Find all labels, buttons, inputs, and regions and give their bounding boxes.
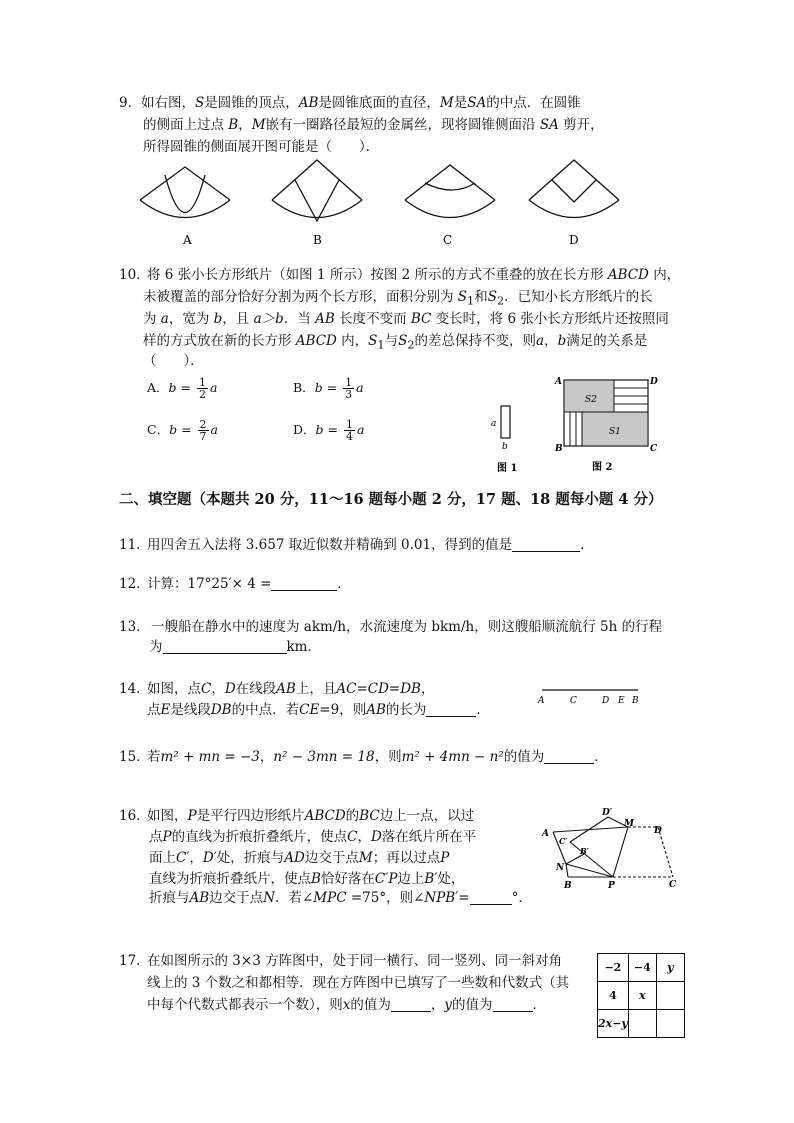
q17-cell: 4 [598, 982, 629, 1010]
q9-fig-a-radii [140, 167, 230, 200]
q10-fig1-rect [501, 406, 510, 438]
q15-number: 15． [119, 749, 150, 765]
q16-label-b: B [564, 881, 572, 891]
q10-fig2-label-d: D [650, 377, 658, 387]
q10-line5: （ ）． [143, 353, 204, 369]
q16-crease-np [566, 864, 613, 877]
q10-figure-2 [552, 372, 662, 478]
q10-line3: 为 a，宽为 b，且 a＞b．当 AB 长度不变而 BC 变长时，将 6 张小长方形纸片还按照同 [143, 311, 669, 327]
q16-line2: 点P的直线为折痕折叠纸片，使点C，D落在纸片所在平 [149, 829, 477, 845]
q17-line2: 线上的 3 个数之和都相等．现在方阵图中已填写了一些数和代数式（其 [147, 975, 570, 991]
q9-option-a-label: A [183, 233, 192, 247]
q10-fig1-label-b: b [502, 442, 508, 452]
q17-cell [628, 1010, 656, 1038]
q12-answer-blank[interactable] [271, 576, 337, 591]
q14-line2: 点E是线段DB的中点．若CE=9，则AB的长为 ． [147, 702, 490, 718]
q16-edge-am [553, 827, 628, 832]
q11-text: 用四舍五入法将 3.657 取近似数并精确到 0.01，得到的值是 ． [147, 537, 594, 553]
q16-label-b1: B′ [580, 846, 589, 856]
q14-label-a: A [538, 696, 545, 706]
q15-answer-blank[interactable] [544, 749, 594, 764]
q16-edge-nb [566, 864, 568, 877]
q9-line2: 的侧面上过点 B，M嵌有一圈路径最短的金属丝，现将圆锥侧面沿 SA 剪开， [143, 117, 604, 133]
q13-line2: 为 km． [149, 639, 321, 655]
q10-option-d: D．b = $\frac{1}{4}$ a [293, 418, 365, 443]
q10-figure-1 [488, 398, 528, 478]
q16-label-d1: D′ [602, 808, 613, 818]
q9-fig-c-arc [405, 200, 495, 218]
q17-x-answer-blank[interactable] [391, 997, 431, 1012]
q17-y-answer-blank[interactable] [493, 997, 533, 1012]
q9-sector-figures [135, 155, 650, 250]
q9-line3: 所得圆锥的侧面展开图可能是（ ）． [143, 139, 380, 155]
q14-segment-figure [534, 684, 644, 708]
q17-number: 17． [119, 953, 150, 969]
q10-fig2-caption: 图 2 [592, 462, 613, 473]
q11-number: 11． [119, 537, 150, 553]
q9-fig-a-arc [140, 200, 230, 218]
q17-magic-square [597, 953, 685, 1038]
q17-cell: −4 [628, 954, 656, 982]
q16-label-p: P [608, 881, 615, 891]
q13-answer-blank[interactable] [163, 639, 287, 654]
q14-line1: 如图，点C，D在线段AB上，且AC=CD=DB， [147, 681, 435, 697]
q9-fig-b-arc [272, 200, 362, 218]
q14-label-d: D [602, 696, 610, 706]
q16-label-d: D [654, 826, 662, 836]
q17-line1: 在如图所示的 3×3 方阵图中，处于同一横行、同一竖列、同一斜对角 [147, 953, 563, 969]
q10-option-a: A．b = $\frac{1}{2}$ a [147, 376, 218, 401]
section-2-heading: 二、填空题（本题共 20 分，11～16 题每小题 2 分，17 题、18 题每小题 4 分） [119, 491, 663, 508]
q10-option-b: B．b = $\frac{1}{3}$ a [293, 376, 364, 401]
q10-line2: 未被覆盖的部分恰好分割为两个长方形，面积分别为 $S_1$和$S_2$．已知小长方形纸片的长 [143, 289, 653, 308]
q14-answer-blank[interactable] [426, 702, 476, 717]
q17-cell [656, 982, 684, 1010]
q10-fig2-label-c: C [650, 444, 658, 454]
q16-number: 16． [119, 808, 150, 824]
q9-fig-d-crease [552, 180, 596, 202]
q13-line1: 一艘船在静水中的速度为 akm/h，水流速度为 bkm/h，则这艘船顺流航行 5h 的行程 [151, 619, 663, 635]
q9-fig-c-curve [425, 183, 475, 190]
q16-crease-pm [613, 827, 628, 877]
q9-line1: 如右图，S是圆锥的顶点，AB是圆锥底面的直径，M是SA的中点．在圆锥 [141, 95, 581, 111]
q14-label-b: B [632, 696, 639, 706]
q9-option-d-label: D [569, 233, 579, 247]
q10-fig2-label-s1: S1 [609, 427, 621, 437]
q10-line1: 将 6 张小长方形纸片（如图 1 所示）按图 2 所示的方式不重叠的放在长方形 ABCD 内， [147, 267, 681, 283]
q10-fig2-label-s2: S2 [585, 395, 597, 405]
q16-line5: 折痕与AB边交于点N．若∠MPC =75°，则∠NPB′= °． [149, 890, 532, 906]
q17-cell: y [656, 954, 684, 982]
q17-cell: −2 [598, 954, 629, 982]
q14-label-c: C [570, 696, 577, 706]
q16-label-a: A [542, 829, 549, 839]
q14-number: 14． [119, 681, 150, 697]
q14-label-e: E [618, 696, 625, 706]
q16-edge-c1d1 [570, 817, 608, 842]
q10-number: 10． [119, 267, 150, 283]
q10-fig1-caption: 图 1 [497, 463, 518, 474]
q16-answer-blank[interactable] [470, 890, 512, 905]
q17-cell [656, 1010, 684, 1038]
q9-fig-d-radii [529, 160, 619, 200]
q16-line1: 如图，P是平行四边形纸片ABCD的BC边上一点，以过 [147, 808, 475, 824]
q11-answer-blank[interactable] [512, 537, 580, 552]
q17-cell: 2x−y [598, 1010, 629, 1038]
q10-fig2-label-b: B [555, 444, 563, 454]
q10-fig1-label-a: a [491, 419, 497, 429]
q16-fold-figure [538, 802, 688, 892]
q10-option-c: C．b = $\frac{2}{7}$ a [147, 418, 218, 443]
q16-label-m: M [624, 819, 634, 829]
q17-line3: 中每个代数式都表示一个数），则x的值为 ，y的值为 ． [147, 997, 547, 1013]
q16-line4: 直线为折痕折叠纸片，使点B恰好落在C′P边上B′处， [149, 871, 465, 887]
q9-number: 9． [119, 95, 142, 111]
q17-cell: x [628, 982, 656, 1010]
q16-edge-pc1 [570, 842, 613, 877]
q16-label-c: C [669, 880, 677, 890]
q10-line4: 样的方式放在新的长方形 ABCD 内，$S_1$与$S_2$的差总保持不变，则a，b满足的关系是 [143, 333, 648, 352]
q9-option-c-label: C [443, 233, 453, 247]
q16-label-n: N [556, 863, 565, 873]
q12-number: 12． [119, 576, 150, 592]
q16-label-c1: C′ [559, 836, 568, 846]
q9-fig-a-curve [165, 175, 205, 213]
q9-fig-b-radii [272, 160, 362, 200]
q9-option-b-label: B [313, 233, 322, 247]
q10-fig2-label-a: A [555, 377, 562, 387]
q16-line3: 面上C′，D′处，折痕与AD边交于点M；再以过点P [149, 850, 450, 866]
q9-fig-c-radii [405, 165, 495, 200]
q12-text: 计算：17°25′× 4 = ． [147, 576, 351, 592]
q13-number: 13． [119, 619, 150, 635]
q15-text: 若m² + mn = −3，n² − 3mn = 18，则m² + 4mn − n²的值为 ． [147, 749, 608, 765]
